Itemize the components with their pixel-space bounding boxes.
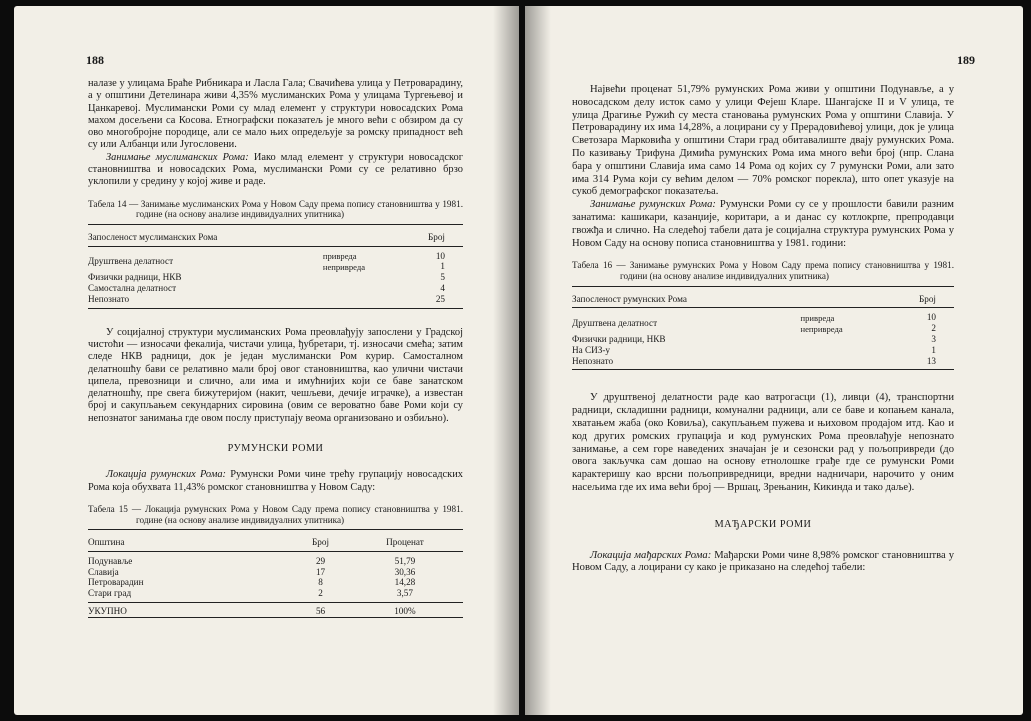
table-row [88,577,463,588]
table15-total-row [88,603,463,618]
table14 [88,224,463,309]
left-occupation-text: Иако млад елемент у структури новосадског становништва и новосадских Рома, муслимански Роми су се релативно брзо уклопили у средину у којој живе и раде. [88,151,463,188]
table14-header-right: Број [399,224,463,246]
right-page [525,6,1023,715]
right-occupation-label: Занимање румунских Рома: [590,199,716,211]
table14-header-left: Запосленост муслиманских Рома [88,224,323,246]
table16-header-right: Број [884,286,954,308]
table15-name: Славија [88,566,119,577]
left-intro-paragraph: налазе у улицама Браће Рибникара и Ласла Гала; Свачићева улица у Петроварадину, а у општини Детелинара живи 4,35% муслиманских Рома у улицама Тургењевој и Цанкаревој. Муслимански Роми су млад елемент у структури новосадских Рома махом досељени са Косова. Етнографски показатељ је много већи с обзиром да су ово многобројне породице, али се мало њих опредељује за ромску припадност већ су или Албанци или Југословени. [88,78,463,151]
table14-group-label: Друштвена делатност [88,256,174,267]
table15-percent: 3,57 [396,588,413,599]
table16-sub1: привреда [800,312,835,323]
table15-count: 29 [315,555,326,566]
table15-caption: Табела 15 — Локација румунских Рома у Новом Саду према попису становништва у 1981. године (на основу анализе индивидуалних упитника) [88,503,463,525]
table16-group-label: Друштвена делатност [572,317,658,328]
table-row [572,345,954,356]
table16-sub1-value: 10 [926,312,936,323]
table-row [572,308,954,323]
right-social-paragraph: У друштвеној делатности раде као ватрогасци (1), ливци (4), транспортни радници, складишни радници, комунални радници, али се баве и копањем канала, хватањем жаба (око Ковиља), сакупљањем пужева и њиховом продајом итд. Као и код других ромских групација и код румунских Рома преовлађује непознато занимање, а сем горе наведених значајан је и сезонски рад у пољопривреди (до овога закључка сам дошао на основу етнолошке грађе где се румунски Роми карактеришу као врсни пољопривредници, вредни надничари, нарочито у оним насељима где их има већи број — Вршац, Зрењанин, Кикинда и тако даље). [572,392,954,493]
table15-percent: 14,28 [394,577,416,588]
table15-percent: 51,79 [394,555,416,566]
table14-row-label: Самостална делатност [88,283,177,294]
right-gutter-shadow [525,6,551,715]
table-row [572,356,954,370]
table16-row-label: На СИЗ-у [572,344,611,355]
table14-row-label: Физички радници, НКВ [88,272,182,283]
table-row [88,283,463,294]
right-location-label: Локација мађарских Рома: [590,549,712,561]
table15-col1: Општина [88,530,294,552]
table16-header-left: Запосленост румунских Рома [572,286,801,308]
table15-total-percent: 100% [347,603,463,618]
table16 [572,286,954,371]
table14-sub2: непривреда [322,261,366,272]
table14-sub2-value: 1 [440,261,445,272]
table-row [88,588,463,602]
right-intro-paragraph: Највећи проценат 51,79% румунских Рома живи у општини Подунавље, а у новосадском делу исток само у улици Фејеш Кларе. Шангајске II и V улица, те улица Драгиње Ружић су места становања румунских Рома у општини Славија. У Петроварадину их има 14,28%, а лоцирани су у Прерадовићевој улици, док је улица Светозара Марковића у општини Стари град обитавалиште двају румунских Рома. По казивању Трифуна Димића румунских Рома има много већи број (нпр. Слана бара у општини Славија има само 14 Рома од којих су 7 румунски Роми, али зато има 314 Рума који су већим делом — 70% ромског порекла), што опет указује на сукоб демографског показатеља. [572,84,954,198]
right-occupation-paragraph [572,199,954,250]
left-occupation-paragraph [88,152,463,189]
table16-row-value: 13 [926,355,936,366]
right-occupation-text: Румунски Роми су се у прошлости бавили разним занатима: кашикари, казанџије, коритари, а и данас су котлокрпе, препродавци гвожђа и слично. На следећој табели дата је социјална структура румунских Рома у Новом Саду на основу пописа становништва у 1981. години: [572,199,954,249]
table16-row-label: Непознато [572,355,614,366]
table15-count: 8 [318,577,323,588]
table15-total-count: 56 [294,603,347,618]
table14-row-value: 25 [435,293,445,304]
table15-total-label: УКУПНО [88,603,294,618]
table16-caption: Табела 16 — Занимање румунских Рома у Новом Саду према попису становништва у 1981. години (на основу анализе индивидуалних упитника) [572,260,954,281]
left-section-heading: РУМУНСКИ РОМИ [227,443,324,455]
table14-row-value: 4 [440,283,445,294]
table15-name: Стари град [88,588,132,599]
left-occupation-label: Занимање муслиманских Рома: [106,151,249,163]
right-section-heading: МАЂАРСКИ РОМИ [714,518,812,530]
left-location-label: Локација румунских Рома: [106,469,227,481]
table16-sub2-value: 2 [931,323,936,334]
table15 [88,529,463,618]
right-text-column [572,84,954,575]
table15-percent: 30,36 [394,566,416,577]
table14-row-value: 5 [440,272,445,283]
table15-col3: Проценат [347,530,463,552]
right-location-text: Мађарски Роми чине 8,98% ромског становништва у Новом Саду, а лоцирани су како је приказано на следећој табели: [572,549,954,574]
table16-sub2: непривреда [800,323,843,334]
left-text-column [88,78,463,618]
table-row [88,294,463,308]
left-social-paragraph: У социјалној структури муслиманских Рома преовлађују запослени у Градској чистоћи — износачи фекалија, чистачи улица, ђубретари, тј. износачи смећа; затим следе НКВ радници, док је један муслимански Ром курир. Самосталном делатношћу бави се релативно мали број овог становништва, као улични чистачи ципела, превозници и слично, али има и имућнијих који се баве занатском делатношћу, пре свега бижутеријом (накит, чешљеви, дечије играчке), а известан број и сакупљањем секундарних сировина (овим се вероватно баве Роми који су непознатог занимања где овом послу приступају веома организовано и озбиљно). [88,326,463,424]
table16-row-value: 3 [931,333,936,344]
table16-row-label: Физички радници, НКВ [572,333,666,344]
table15-count: 17 [315,566,326,577]
table14-caption: Табела 14 — Занимање муслиманских Рома у Новом Саду према попису становништва у 1981. године (на основу анализе индивидуалних упитника) [88,198,463,220]
left-location-paragraph [88,469,463,494]
table-row [88,567,463,578]
left-gutter-shadow [493,6,519,715]
table-row [88,272,463,283]
table15-col2: Број [294,530,347,552]
table14-row-label: Непознато [88,293,130,304]
table14-sub1: привреда [322,251,357,262]
table15-count: 2 [318,588,323,599]
right-location-paragraph [572,550,954,576]
right-page-number: 189 [957,53,975,67]
table15-name: Подунавље [88,555,133,566]
table-row [88,551,463,566]
table-row [88,246,463,261]
table14-sub1-value: 10 [435,250,445,261]
left-page-number: 188 [86,53,104,67]
left-location-text: Румунски Роми чине трећу групацију новосадских Рома која обухвата 11,43% ромског становништва у Новом Саду: [88,469,463,493]
table-row [572,334,954,345]
left-page [14,6,519,715]
table15-name: Петроварадин [88,577,144,588]
table16-row-value: 1 [931,344,936,355]
